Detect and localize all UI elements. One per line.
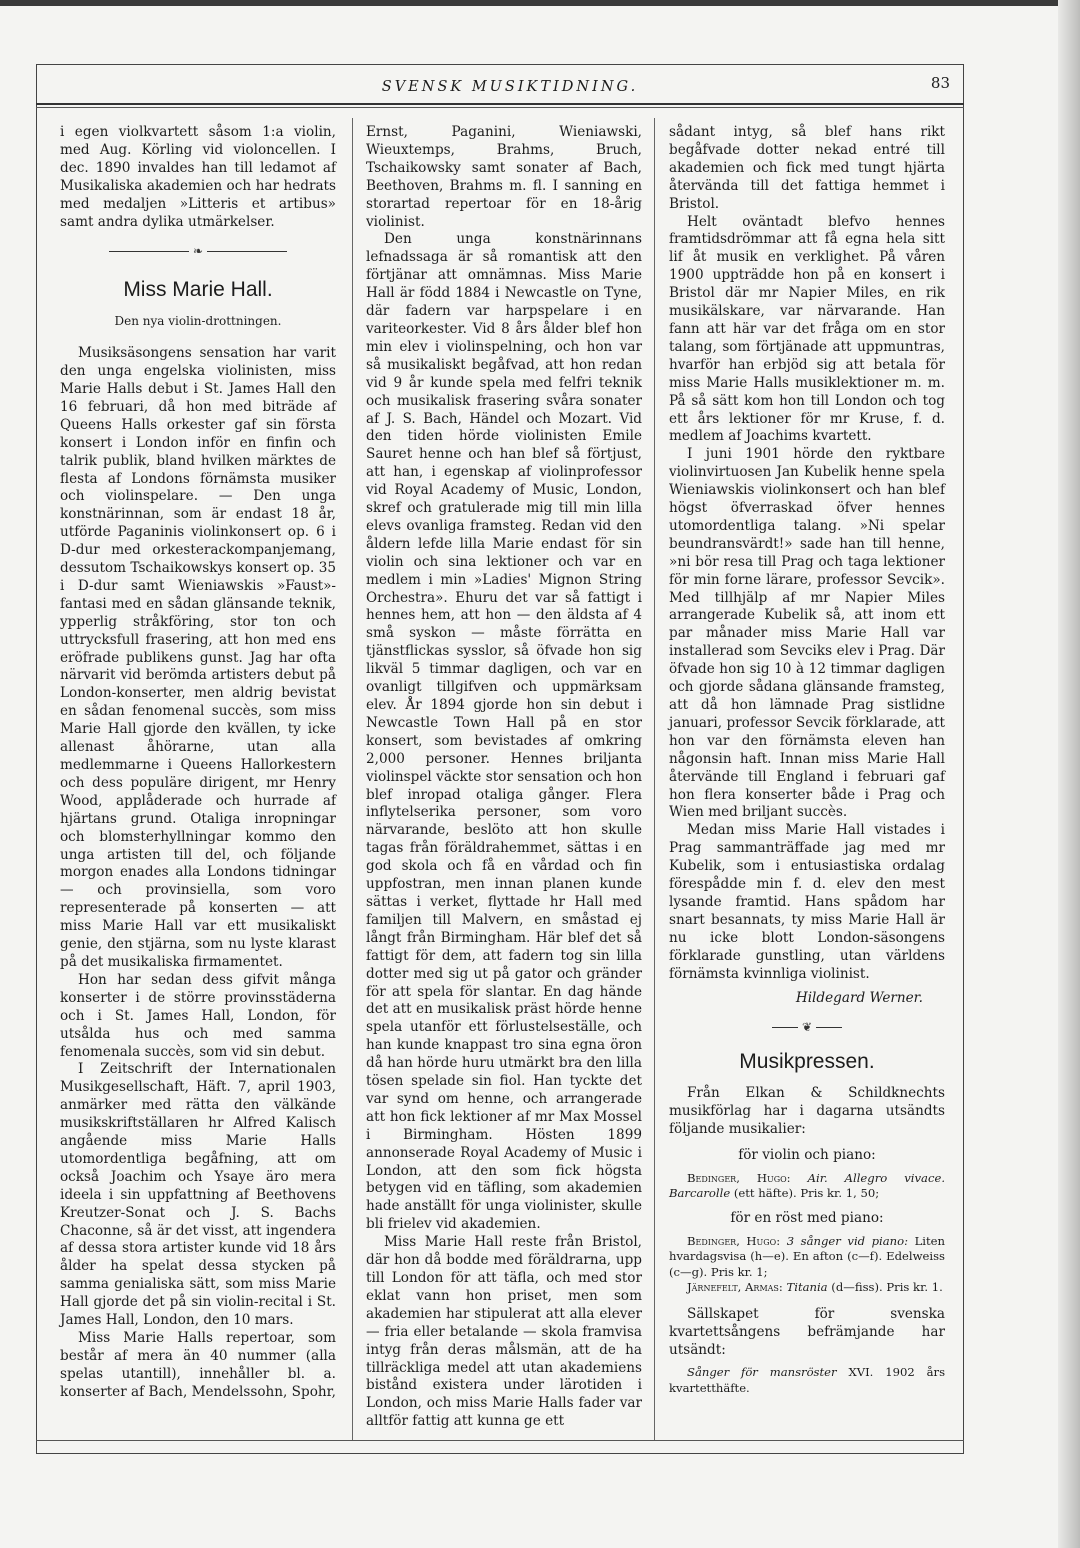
section-intro: Från Elkan & Schildknechts musikförlag har i dagarna utsändts följande musikalier: (669, 1085, 945, 1138)
listing-composer: Järnefelt, Armas: (687, 1280, 783, 1295)
section-title: Musikpressen. (739, 1050, 875, 1074)
music-listing (669, 1365, 945, 1396)
listing-composer: Bedinger, Hugo: (687, 1170, 791, 1185)
music-listing (669, 1234, 945, 1281)
ornament-divider-2 (669, 1019, 945, 1037)
ornament-icon: ❦ (801, 1020, 813, 1035)
column-divider-1 (352, 118, 353, 1440)
page-number: 83 (930, 74, 950, 92)
article-paragraph: Medan miss Marie Hall vistades i Prag sammanträffade jag med mr Kubelik, som i entusiastiska ordalag förespådde min f. d. elev den mest lysande framtid. Hans spådom har snart besannats, ty miss Marie Hall är nu icke blott London-säsongens förklarade gunstling, utan världens förnämsta kvinnliga violinist. (669, 822, 945, 982)
running-head: SVENSK MUSIKTIDNING. (381, 79, 639, 95)
scan-edge-right (1058, 0, 1080, 1548)
column-1-intro: i egen violkvartett såsom 1:a violin, med Aug. Körling vid violoncellen. I dec. 1890 invaldes han till ledamot af Musikaliska akademien och har hedrats med medaljen »Litteris et artibus» samt andra dylika utmärkelser. (60, 124, 336, 230)
ornament-icon: ❧ (192, 244, 204, 259)
header-rule-secondary (36, 107, 964, 108)
listing-details: XVI. 1902 års kvartetthäfte. (669, 1365, 946, 1395)
column-2 (366, 124, 642, 1431)
listing-details: Liten hvardagsvisa (h—e). En afton (c—f). Edelweiss (c—g). Pris kr. 1; (669, 1233, 946, 1279)
society-notice: Sällskapet för svenska kvartettsångens befrämjande har utsändt: (669, 1305, 945, 1358)
ornament-divider (60, 243, 336, 261)
article-paragraph: Miss Marie Hall reste från Bristol, där hon då bodde med föräldrarna, upp till London för att täfla, och med stor eklat vann hon priset, men som akademien har stipulerat att alla elever — fria eller betalande — skola framvisa intyg från deras målsmän, att de ha tillräckliga medel att utan akademiens bistånd existera under lärotiden i London, och miss Marie Halls fader var alltför fattig att kunna ge ett (366, 1234, 642, 1430)
listing-details: (d—fiss). Pris kr. 1. (831, 1280, 943, 1295)
article-paragraph: sådant intyg, så blef hans rikt begåfvade dotter nekad entré till akademien och fick med tungt hjärta återvända till det fattiga hemmet i Bristol. (669, 124, 945, 212)
column-3 (669, 124, 945, 1396)
music-listing (669, 1280, 945, 1296)
ornament-line-left (772, 1027, 798, 1028)
article-paragraph: Musiksäsongens sensation har varit den unga engelska violinisten, miss Marie Halls debut i St. James Hall den 16 februari, då hon med biträde af Queens Halls orkester gaf sin första konsert i London inför en finfin och talrik publik, bland hvilken märktes de flesta af Londons förnämsta musiker och violinspelare. — Den unga konstnärinnan, som är endast 18 år, utförde Paganinis violinkonsert op. 6 i D-dur med orkesterackompanjemang, dessutom Tschaikowskys konsert op. 35 i D-dur samt Wieniawskis »Faust»-fantasi med en sådan glänsande teknik, ypperlig stråkföring, stor ton och uttrycksfull frasering, att hon med ens eröfrade publikens gunst. Jag har ofta närvarit vid berömda artisters debut på London-konserter, men aldrig bevistat en sådan fenomenal succès, som miss Marie Hall gjorde den kvällen, ty icke allenast åhörarne, utan alla medlemmarne i Queens Hallorkestern och dess populäre dirigent, mr Henry Wood, applåderade och hurrade af hjärtans grund. Otaliga inropningar och blomsterhyllningar kommo den unga artisten till del, och följande morgon enades alla Londons tidningar — och provinsiella, som voro representerade på konserten — att miss Marie Hall var ett musikaliskt genie, den stjärna, som nu lyste klarast på det musikaliska firmamentet. (60, 345, 336, 970)
listing-details: (ett häfte). Pris kr. 1, 50; (733, 1186, 880, 1201)
listing-work: Titania (786, 1280, 828, 1295)
article-paragraph: Hon har sedan dess gifvit många konserter i de större provinsstäderna och i St. James Hall, London, för utsålda hus och med samma fenomenala succès, som vid sin debut. (60, 971, 336, 1060)
scan-edge-top (0, 0, 1080, 6)
author-signature: Hildegard Werner. (795, 989, 923, 1006)
column-divider-2 (654, 118, 655, 1440)
music-listing (669, 1171, 945, 1202)
header-rule (36, 103, 964, 105)
article-title: Miss Marie Hall. (123, 278, 273, 302)
article-paragraph: I Zeitschrift der Internationalen Musikgesellschaft, Häft. 7, april 1903, anmärker med rätta den välkände musikskriftställaren hr Alfred Kalisch angående miss Marie Halls utomordentliga begåfning, att om också Joachim och Ysaye äro mera ideela i sin uppfattning af Beethovens Kreutzer-Sonat och J. S. Bachs Chaconne, så är det visst, att ingendera af dessa stora artister kunde vid 18 års ålder ha spelat dessa stycken på samma genialiska sätt, som miss Marie Hall gjorde det på sin violin-recital i St. James Hall, London, den 10 mars. (60, 1061, 336, 1329)
article-paragraph: I juni 1901 hörde den ryktbare violinvirtuosen Jan Kubelik henne spela Wieniawskis violinkonsert och han blef högst öfverraskad öfver hennes utomordentliga talang. »Ni spelar beundransvärdt!» sade han till henne, »ni bör resa till Prag och taga lektioner för min forne lärare, professor Sevcik». Med tillhjälp af mr Napier Miles arrangerade Kubelik så, att inom ett par månader miss Marie Hall var installerad som Sevciks elev i Prag. Där öfvade hon sig 10 à 12 timmar dagligen och gjorde sådana glänsande framsteg, att då hon lämnade Prag sistlidne januari, professor Sevcik förklarade, att hon var den förnämsta eleven han någonsin haft. Innan miss Marie Hall återvände till England i februari gaf hon flera konserter både i Prag och Wien med briljant succès. (669, 446, 945, 821)
article-paragraph: Helt oväntadt blefvo hennes framtidsdrömmar att få egna hela sitt lif åt musik en verklighet. På våren 1900 uppträdde hon på en konsert i Bristol där mr Napier Miles, en rik musikälskare, var närvarande. Han fann att här var det fråga om en stor talang, som förtjänade att uppmuntras, hvarför han erbjöd sig att betala för miss Marie Halls musiklektioner m. m. På så sätt kom hon till London och tog ett års lektioner för mr Kruse, f. d. medlem af Joachims kvartett. (669, 213, 945, 445)
ornament-line-right (207, 251, 287, 252)
article-subtitle: Den nya violin-drottningen. (114, 314, 282, 329)
bottom-rule (36, 1440, 964, 1441)
listing-work: Sånger för mansröster (687, 1365, 837, 1380)
article-paragraph: Ernst, Paganini, Wieniawski, Wieuxtemps, Brahms, Bruch, Tschaikowsky samt sonater af Bach, Beethoven, Brahms m. fl. I sanning en storartad repertoar för en 18-årig violinist. (366, 124, 642, 230)
category-heading: för en röst med piano: (730, 1209, 884, 1226)
ornament-line-left (109, 251, 189, 252)
listing-composer: Bedinger, Hugo: (687, 1233, 781, 1248)
column-1 (60, 124, 336, 1402)
listing-work: Air. Allegro vivace. Barcarolle (669, 1170, 945, 1201)
listing-work: 3 sånger vid piano: (786, 1233, 909, 1248)
category-heading: för violin och piano: (738, 1146, 876, 1163)
article-paragraph: Miss Marie Halls repertoar, som består af mera än 40 nummer (alla spelas utantill), innehåller bl. a. konserter af Bach, Mendelssohn, Spohr, (60, 1330, 336, 1400)
article-paragraph: Den unga konstnärinnans lefnadssaga är så romantisk att den förtjänar att omnämnas. Miss Marie Hall är född 1884 i Newcastle on Tyne, där fadern var harpspelare i en variteorkester. Vid 8 års ålder blef hon min elev i violinspelning, och hon var så musikaliskt begåfvad, att hon redan vid 9 år kunde spela med felfri teknik och musikalisk frasering svåra sonater af J. S. Bach, Händel och Mozart. Vid den tiden hörde violinisten Emile Sauret henne och han blef så förtjust, att han, i egenskap af violinprofessor vid Royal Academy of Music, London, skref och gratulerade mig till min lilla elevs ovanliga framsteg. Redan vid den åldern lefde lilla Marie endast för sin violin och sina lektioner och var en medlem i min »Ladies' Mignon String Orchestra». Ehuru det var så fattigt i hennes hem, att hon — den äldsta af 4 små syskon — måste förrätta en tjänstflickas sysslor, så öfvade hon sig likväl 5 timmar dagligen, och var en ovanligt tillgifven och uppmärksam elev. År 1894 gjorde hon sin debut i Newcastle Town Hall på en stor konsert, som bevistades af omkring 2,000 personer. Hennes briljanta violinspel väckte stor sensation och hon blef inropad otaliga gånger. Flera inflytelserika personer, som voro närvarande, beslöto att hon skulle tagas från föräldrahemmet, sättas i en god skola och få en vårdad och fin uppfostran, men innan planen kunde sättas i verket, flyttade hr Hall med familjen till Malvern, en småstad ej långt från Birmingham. Här blef det så fattigt för dem, att fadern tog sin lilla dotter med sig ut på gator och gränder för att spela för slantar. En dag hände det att en musikalisk präst hörde henne spela utanför ett förlustelseställe, och han kunde knappast tro sina egna öron då han hörde huru utmärkt bra den lilla tösen spelade sin fiol. Han tyckte det var synd om henne, och arrangerade att hon fick lektioner af mr Max Mossel i Birmingham. Hösten 1899 annonserade Royal Academy of Music i London, att den som fick högsta betygen vid en täfling, som akademien hade anställt för unga violinister, skulle bli frielev vid akademien. (366, 231, 642, 1233)
ornament-line-right (816, 1027, 842, 1028)
